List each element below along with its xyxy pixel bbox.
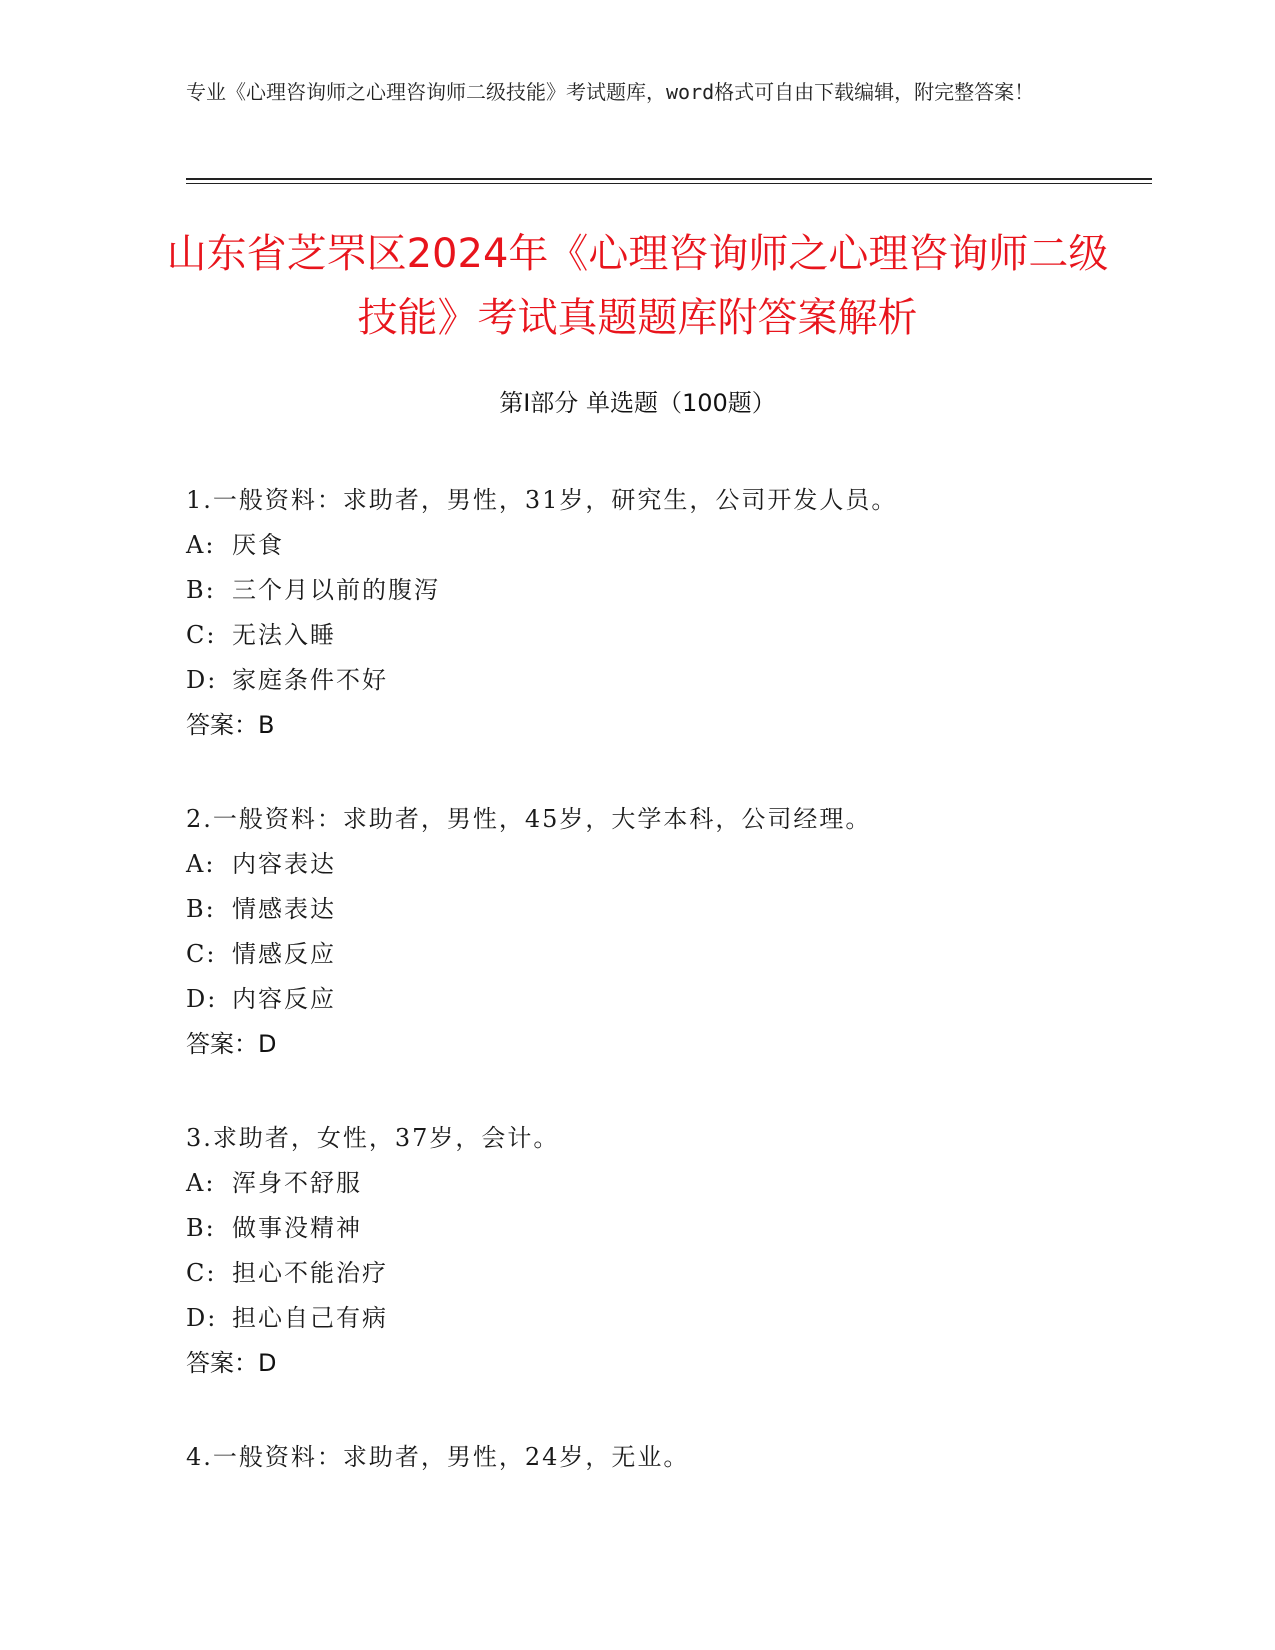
option-d [186, 977, 1146, 1022]
option-a [186, 1161, 1146, 1206]
option-b [186, 568, 1146, 613]
option-b [186, 887, 1146, 932]
question-3 [186, 1116, 1146, 1386]
option-text: 担心不能治疗 [232, 1259, 388, 1287]
answer-line: 答案：D [186, 1030, 277, 1058]
option-letter: A: [186, 1169, 216, 1197]
question-stem: 2.一般资料：求助者，男性，45岁，大学本科，公司经理。 [186, 805, 872, 833]
option-text: 做事没精神 [232, 1214, 362, 1242]
option-text: 无法入睡 [232, 621, 336, 649]
option-letter: C: [186, 940, 217, 968]
option-d [186, 658, 1146, 703]
option-text: 内容表达 [232, 850, 336, 878]
option-a [186, 842, 1146, 887]
option-text: 厌食 [232, 531, 284, 559]
option-letter: A: [186, 531, 216, 559]
option-a [186, 523, 1146, 568]
option-text: 情感表达 [232, 895, 336, 923]
answer-line: 答案：B [186, 711, 275, 739]
option-text: 浑身不舒服 [232, 1169, 362, 1197]
option-letter: D: [186, 1304, 218, 1332]
option-c [186, 613, 1146, 658]
question-1 [186, 478, 1146, 748]
header-rule-thin [186, 183, 1152, 184]
option-text: 三个月以前的腹泻 [232, 576, 440, 604]
option-c [186, 1251, 1146, 1296]
option-letter: B: [186, 895, 216, 923]
option-text: 担心自己有病 [232, 1304, 388, 1332]
option-c [186, 932, 1146, 977]
option-letter: D: [186, 666, 218, 694]
option-d [186, 1296, 1146, 1341]
option-text: 情感反应 [232, 940, 336, 968]
answer-line: 答案：D [186, 1349, 277, 1377]
question-stem: 3.求助者，女性，37岁，会计。 [186, 1124, 560, 1152]
option-letter: C: [186, 621, 217, 649]
document-title: 山东省芝罘区2024年《心理咨询师之心理咨询师二级技能》考试真题题库附答案解析 [166, 231, 1109, 341]
option-text: 家庭条件不好 [232, 666, 388, 694]
question-stem: 4.一般资料：求助者，男性，24岁，无业。 [186, 1443, 690, 1471]
question-list [186, 478, 1146, 1529]
question-stem: 1.一般资料：求助者，男性，31岁，研究生，公司开发人员。 [186, 486, 898, 514]
section-heading: 第I部分 单选题（100题） [499, 389, 776, 417]
option-letter: D: [186, 985, 218, 1013]
header-note: 专业《心理咨询师之心理咨询师二级技能》考试题库，word格式可自由下载编辑，附完整答案！ [186, 80, 1035, 104]
option-letter: A: [186, 850, 216, 878]
question-4 [186, 1435, 1146, 1480]
header-rule-thick [186, 178, 1152, 180]
option-letter: B: [186, 1214, 216, 1242]
question-2 [186, 797, 1146, 1067]
option-text: 内容反应 [232, 985, 336, 1013]
option-b [186, 1206, 1146, 1251]
option-letter: B: [186, 576, 216, 604]
option-letter: C: [186, 1259, 217, 1287]
